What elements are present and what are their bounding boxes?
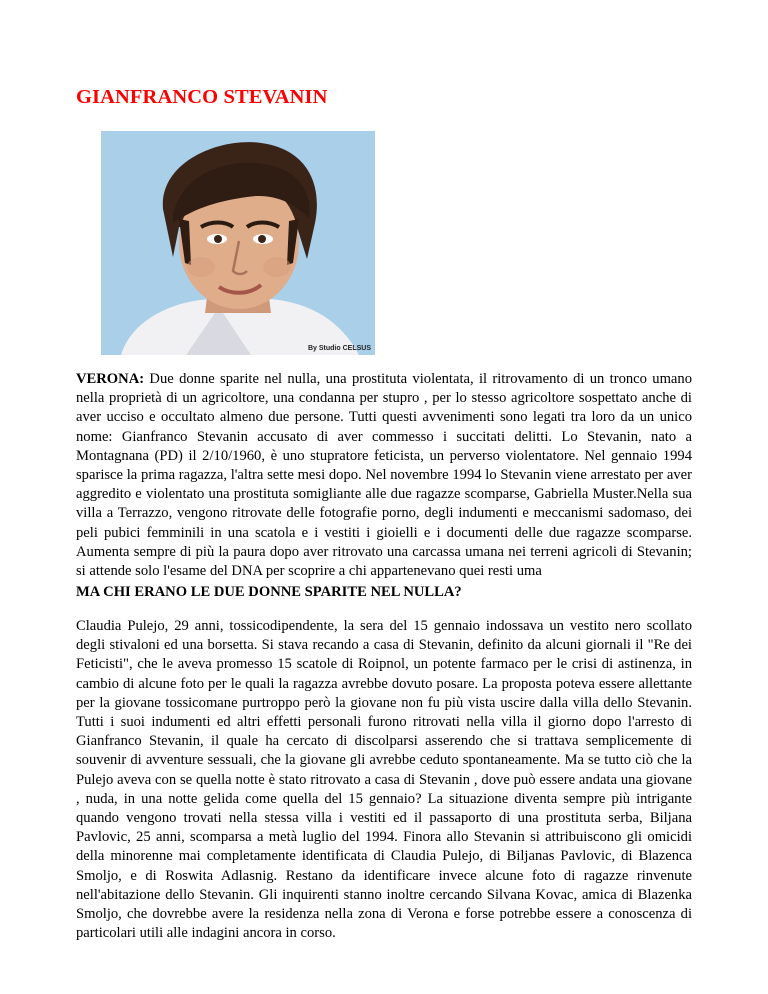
dateline: VERONA: [76,371,145,387]
intro-paragraph [76,370,692,581]
portrait-illustration [101,131,375,355]
photo-credit: By Studio CELSUS [307,345,371,352]
section-heading: MA CHI ERANO LE DUE DONNE SPARITE NEL NULLA? [76,584,462,600]
portrait-photo [101,131,375,355]
section-paragraph: Claudia Pulejo, 29 anni, tossicodipendente, la sera del 15 gennaio indossava un vestito nero scollato degli stivaloni ed una borsetta. Si stava recando a casa di Stevanin, definito da alcuni giornali il "Re dei Feticisti", che le aveva promesso 15 scatole di Roipnol, un potente farmaco per le crisi di astinenza, in cambio di alcune foto per le quali la ragazza avrebbe dovuto posare. La proposta poteva essere allettante per la giovane tossicomane purtroppo però la giovane non fu più vista uscire dalla villa dello Stevanin. Tutti i suoi indumenti ed altri effetti personali furono ritrovati nella villa il giorno dopo l'arresto di Gianfranco Stevanin, il quale ha cercato di discolparsi asserendo che si trattava semplicemente di souvenir di avventure sessuali, che la giovane gli avrebbe ceduto spontaneamente. Ma se tutto ciò che la Pulejo aveva con se quella notte è stato ritrovato a casa di Stevanin , dove può essere andata una giovane , nuda, in una notte gelida come quella del 15 gennaio? La situazione diventa sempre più intrigante quando vengono trovati nella stessa villa i vestiti ed il passaporto di una prostituta serba, Biljana Pavlovic, 25 anni, scomparsa a metà luglio del 1994. Finora allo Stevanin si attribuiscono gli omicidi della minorenne mai completamente identificata di Claudia Pulejo, di Biljanas Pavlovic, di Blazenca Smoljo, e di Roswita Adlasnig. Restano da identificare invece alcune foto di ragazze rinvenute nell'abitazione dello Stevanin. Gli inquirenti stanno inoltre cercando Silvana Kovac, amica di Blazenka Smoljo, che dovrebbe avere la residenza nella zona di Verona e forse potrebbe essere a conoscenza di particolari utili alle indagini ancora in corso. [76,618,692,942]
page-title: GIANFRANCO STEVANIN [76,86,328,108]
intro-text: Due donne sparite nel nulla, una prostituta violentata, il ritrovamento di un tronco umano nella proprietà di un agricoltore, una condanna per stupro , per lo stesso agricoltore sospettato anche di aver ucciso e occultato almeno due persone. Tutti questi avvenimenti sono legati tra loro da un unico nome: Gianfranco Stevanin accusato di aver commesso i succitati delitti. Lo Stevanin, nato a Montagnana (PD) il 2/10/1960, è uno stupratore feticista, un perverso violentatore. Nel gennaio 1994 sparisce la prima ragazza, l'altra sette mesi dopo. Nel novembre 1994 lo Stevanin viene arrestato per aver aggredito e violentato una prostituta somigliante alle due ragazze scomparse, Gabriella Muster.Nella sua villa a Terrazzo, vengono ritrovate delle fotografie porno, degli indumenti e meccanismi sadomaso, dei peli pubici femminili in una scatola e i vestiti i gioielli e i documenti delle due ragazze scomparse. Aumenta sempre di più la paura dopo aver ritrovato una carcassa umana nei terreni agricoli di Stevanin; si attende solo l'esame del DNA per scoprire a chi appartenevano quei resti uma [76,371,692,580]
